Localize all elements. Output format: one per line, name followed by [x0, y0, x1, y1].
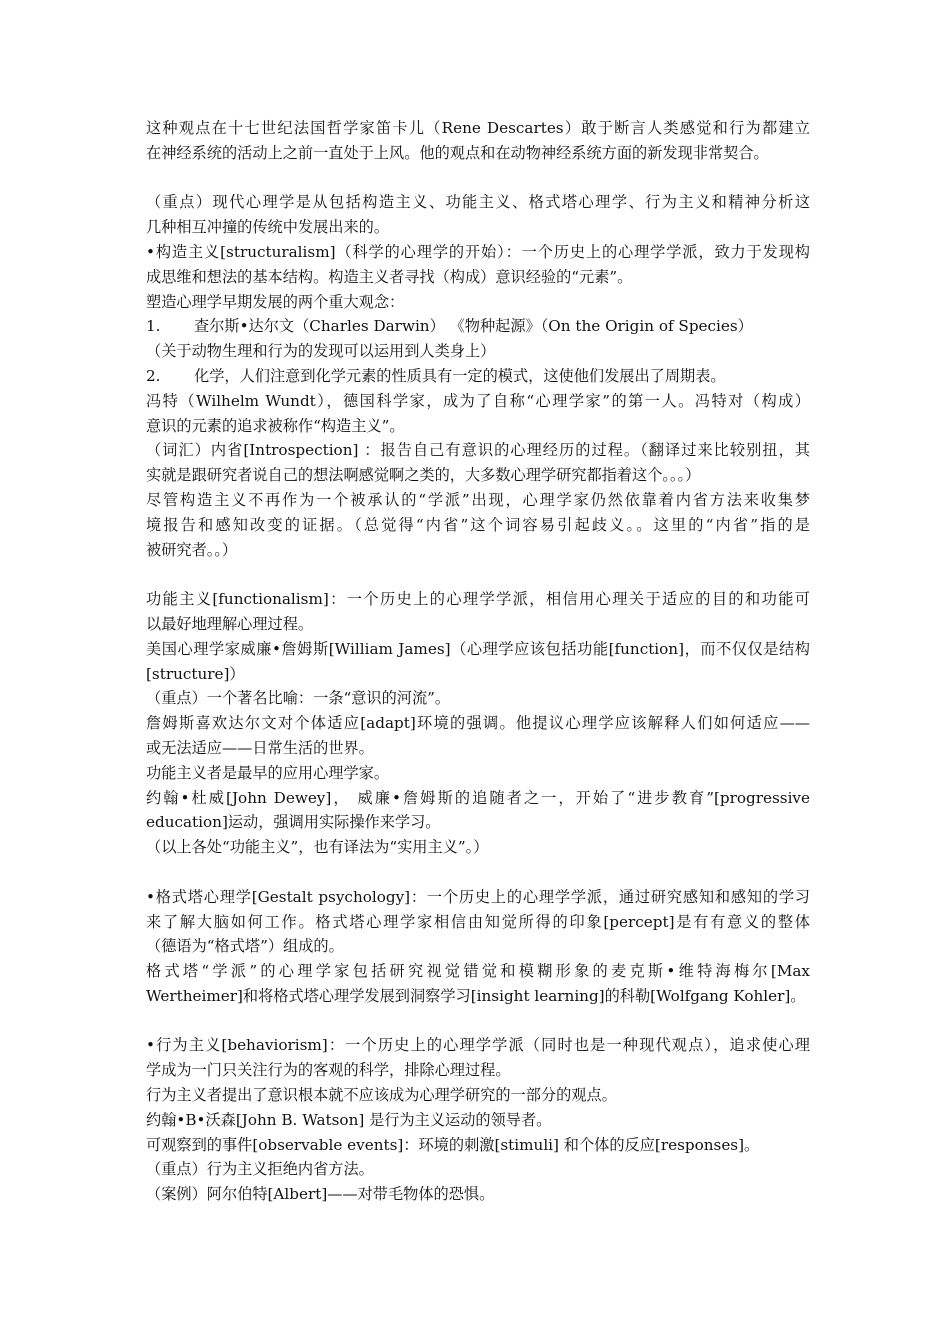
paragraph-line: 实就是跟研究者说自己的想法啊感觉啊之类的，大多数心理学研究都指着这个。。。） — [146, 466, 701, 485]
paragraph — [146, 1108, 810, 1133]
paragraph — [146, 786, 810, 836]
document-body — [146, 116, 810, 1207]
paragraph-line: 以最好地理解心理过程。 — [146, 614, 314, 633]
paragraph-line: （案例）阿尔伯特[Albert]——对带毛物体的恐惧。 — [146, 1185, 495, 1204]
paragraph-line: 行为主义者提出了意识根本就不应该成为心理学研究的一部分的观点。 — [146, 1086, 617, 1105]
paragraph-line: •格式塔心理学[Gestalt psychology]：一个历史上的心理学学派，通过研究感知和感知的学习 — [146, 887, 810, 906]
paragraph-line: （重点）一个著名比喻：一条“意识的河流”。 — [146, 689, 451, 708]
paragraph-line: 或无法适应——日常生活的世界。 — [146, 738, 374, 757]
paragraph — [146, 488, 810, 562]
paragraph-line: 成思维和想法的基本结构。构造主义者寻找（构成）意识经验的“元素”。 — [146, 267, 633, 286]
paragraph-line: [structure]） — [146, 664, 245, 683]
numbered-item — [146, 314, 810, 339]
paragraph — [146, 290, 810, 315]
paragraph-line: （以上各处“功能主义”，也有译法为“实用主义”。） — [146, 838, 489, 857]
paragraph-line: education]运动，强调用实际操作来学习。 — [146, 813, 441, 832]
paragraph-line: 功能主义[functionalism]：一个历史上的心理学学派，相信用心理关于适应的目的和功能可 — [146, 590, 810, 609]
item-text: 查尔斯•达尔文（Charles Darwin） 《物种起源》（On the Origin of Species） — [194, 317, 753, 336]
paragraph-line: 功能主义者是最早的应用心理学家。 — [146, 763, 389, 782]
paragraph-line: 詹姆斯喜欢达尔文对个体适应[adapt]环境的强调。他提议心理学应该解释人们如何适应—— — [146, 714, 810, 733]
paragraph — [146, 835, 810, 860]
paragraph — [146, 438, 810, 488]
paragraph — [146, 339, 810, 364]
paragraph-line: 来了解大脑如何工作。格式塔心理学家相信由知觉所得的印象[percept]是有有意义的整体 — [146, 912, 810, 931]
paragraph — [146, 190, 810, 240]
blank-line — [146, 860, 810, 885]
paragraph — [146, 959, 810, 1009]
paragraph — [146, 1157, 810, 1182]
paragraph-line: 可观察到的事件[observable events]：环境的刺激[stimuli] 和个体的反应[responses]。 — [146, 1135, 760, 1154]
paragraph — [146, 240, 810, 290]
paragraph-line: 这种观点在十七世纪法国哲学家笛卡儿（Rene Descartes）敢于断言人类感觉和行为都建立 — [146, 119, 810, 137]
paragraph-line: 几种相互冲撞的传统中发展出来的。 — [146, 218, 389, 237]
paragraph-line: （重点）现代心理学是从包括构造主义、功能主义、格式塔心理学、行为主义和精神分析这 — [146, 193, 810, 212]
paragraph-line: •行为主义[behaviorism]：一个历史上的心理学学派（同时也是一种现代观点），追求使心理 — [146, 1036, 810, 1055]
paragraph-line: •构造主义[structuralism]（科学的心理学的开始）：一个历史上的心理学学派，致力于发现构 — [146, 242, 810, 261]
paragraph — [146, 885, 810, 959]
paragraph — [146, 761, 810, 786]
numbered-item — [146, 364, 810, 389]
item-number: 1. — [146, 317, 161, 336]
paragraph-line: 在神经系统的活动上之前一直处于上风。他的观点和在动物神经系统方面的新发现非常契合。 — [146, 143, 769, 162]
paragraph-line: 境报告和感知改变的证据。（总觉得“内省”这个词容易引起歧义。。这里的“内省”指的是 — [146, 515, 810, 534]
paragraph-line: 约翰•杜威[John Dewey]， 威廉•詹姆斯的追随者之一，开始了“进步教育”[progressive — [146, 788, 810, 807]
paragraph-line: （重点）行为主义拒绝内省方法。 — [146, 1160, 374, 1179]
paragraph-line: 塑造心理学早期发展的两个重大观念： — [146, 292, 405, 311]
paragraph-line — [146, 314, 810, 339]
paragraph-line: （德语为“格式塔”）组成的。 — [146, 937, 344, 956]
blank-line — [146, 166, 810, 191]
paragraph-line: （关于动物生理和行为的发现可以运用到人类身上） — [146, 342, 496, 361]
paragraph-line: Wertheimer]和将格式塔心理学发展到洞察学习[insight learning]的科勒[Wolfgang Kohler]。 — [146, 986, 806, 1005]
item-number: 2. — [146, 366, 161, 385]
blank-line — [146, 1009, 810, 1034]
paragraph-line: 被研究者。。） — [146, 540, 238, 559]
paragraph — [146, 1133, 810, 1158]
paragraph-line: 意识的元素的追求被称作“构造主义”。 — [146, 416, 405, 435]
paragraph-line: 美国心理学家威廉•詹姆斯[William James]（心理学应该包括功能[function]，而不仅仅是结构 — [146, 639, 810, 658]
paragraph-line: 冯特（Wilhelm Wundt），德国科学家，成为了自称“心理学家”的第一人。冯特对（构成） — [146, 391, 810, 410]
paragraph — [146, 1182, 810, 1207]
paragraph — [146, 116, 810, 166]
paragraph — [146, 587, 810, 637]
paragraph-line: 格式塔“学派”的心理学家包括研究视觉错觉和模糊形象的麦克斯•维特海梅尔[Max — [146, 962, 810, 981]
paragraph-line: （词汇）内省[Introspection] ：报告自己有意识的心理经历的过程。（翻译过来比较别扭，其 — [146, 441, 810, 460]
blank-line — [146, 562, 810, 587]
paragraph — [146, 389, 810, 439]
item-text: 化学，人们注意到化学元素的性质具有一定的模式，这使他们发展出了周期表。 — [194, 366, 726, 385]
paragraph-line — [146, 364, 810, 389]
paragraph — [146, 686, 810, 711]
paragraph — [146, 637, 810, 687]
paragraph-line: 学成为一门只关注行为的客观的科学，排除心理过程。 — [146, 1061, 511, 1080]
paragraph — [146, 1033, 810, 1083]
paragraph — [146, 1083, 810, 1108]
paragraph-line: 约翰•B•沃森[John B. Watson] 是行为主义运动的领导者。 — [146, 1110, 552, 1129]
paragraph-line: 尽管构造主义不再作为一个被承认的“学派”出现，心理学家仍然依靠着内省方法来收集梦 — [146, 490, 810, 509]
paragraph — [146, 711, 810, 761]
